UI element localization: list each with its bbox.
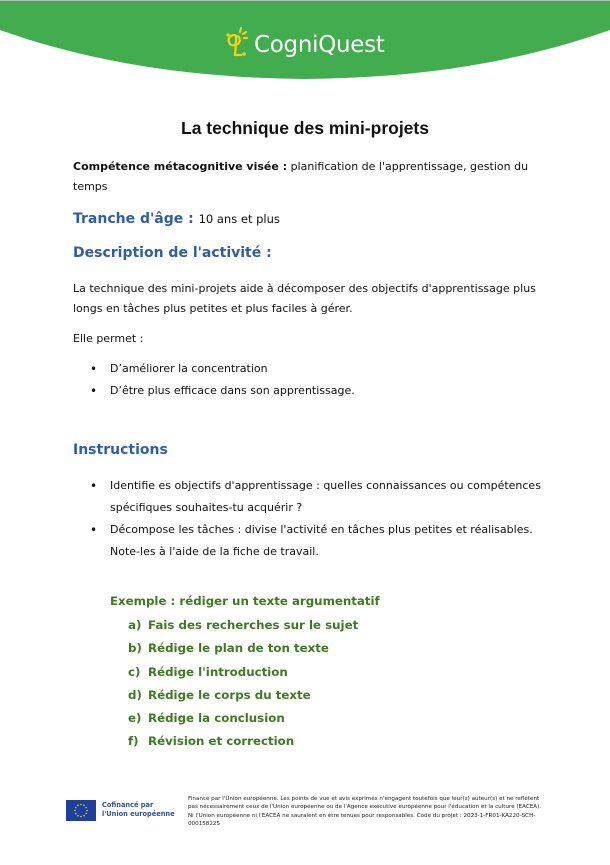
lightbulb-person-icon: [222, 24, 252, 60]
benefits-list: [73, 358, 355, 402]
age-range-label: Tranche d'âge :: [73, 211, 194, 227]
eu-cofunding-label: Cofinancé par l'Union européenne: [102, 801, 175, 818]
list-item: • Identifie es objectifs d'apprentissage : quelles connaissances ou compétences spécifiques souhaites-tu acquérir ?: [73, 475, 548, 519]
list-item: • Décompose les tâches : divise l'activité en tâches plus petites et réalisables. Note-les à l'aide de la fiche de travail.: [73, 519, 548, 563]
footer: [64, 795, 544, 835]
list-item: c) Rédige l'introduction: [128, 664, 288, 679]
list-item: • D’améliorer la concentration: [73, 358, 355, 380]
competence-label: Compétence métacognitive visée :: [73, 160, 288, 173]
brand-logo: [222, 22, 385, 62]
list-item: a) Fais des recherches sur le sujet: [128, 618, 359, 632]
description-paragraph: La technique des mini-projets aide à décomposer des objectifs d'apprentissage plus longs en tâches plus petites et plus faciles à gérer.: [73, 282, 536, 315]
age-range-line: [73, 211, 280, 227]
legal-disclaimer: Financé par l'Union européenne. Les points de vue et avis exprimés n'engagent toutefois que leur(s) auteur(s) et ne reflètent pas nécessairement ceux de l'Union européenne ou de l'Agence exécutive européenne pour l'éducation et la culture (EACEA). Ni l'Union européenne ni l'EACEA ne sauraient en être tenues pour responsables. Code du projet : 2023-1-FR01-KA220-SCH-000158225: [188, 796, 542, 827]
description-heading: Description de l'activité :: [73, 245, 272, 261]
list-item: b) Rédige le plan de ton texte: [128, 641, 329, 656]
instructions-list: [73, 475, 548, 563]
competence-line: [73, 157, 543, 197]
list-item: d) Rédige le corps du texte: [128, 687, 311, 702]
page-title: La technique des mini-projets: [181, 118, 429, 138]
list-item: f) Révision et correction: [128, 734, 295, 749]
benefits-intro: Elle permet :: [73, 332, 144, 345]
competence-value: planification de l'apprentissage, gestion du temps: [73, 160, 529, 193]
instructions-heading: Instructions: [73, 442, 168, 458]
example-steps: [128, 614, 358, 754]
list-item: e) Rédige la conclusion: [128, 711, 285, 726]
list-item: • D’être plus efficace dans son apprentissage.: [73, 380, 355, 402]
age-range-value: 10 ans et plus: [198, 212, 280, 226]
example-heading: Exemple : rédiger un texte argumentatif: [110, 594, 380, 608]
brand-name: CogniQuest: [254, 31, 385, 58]
eu-flag-icon: [66, 800, 96, 821]
